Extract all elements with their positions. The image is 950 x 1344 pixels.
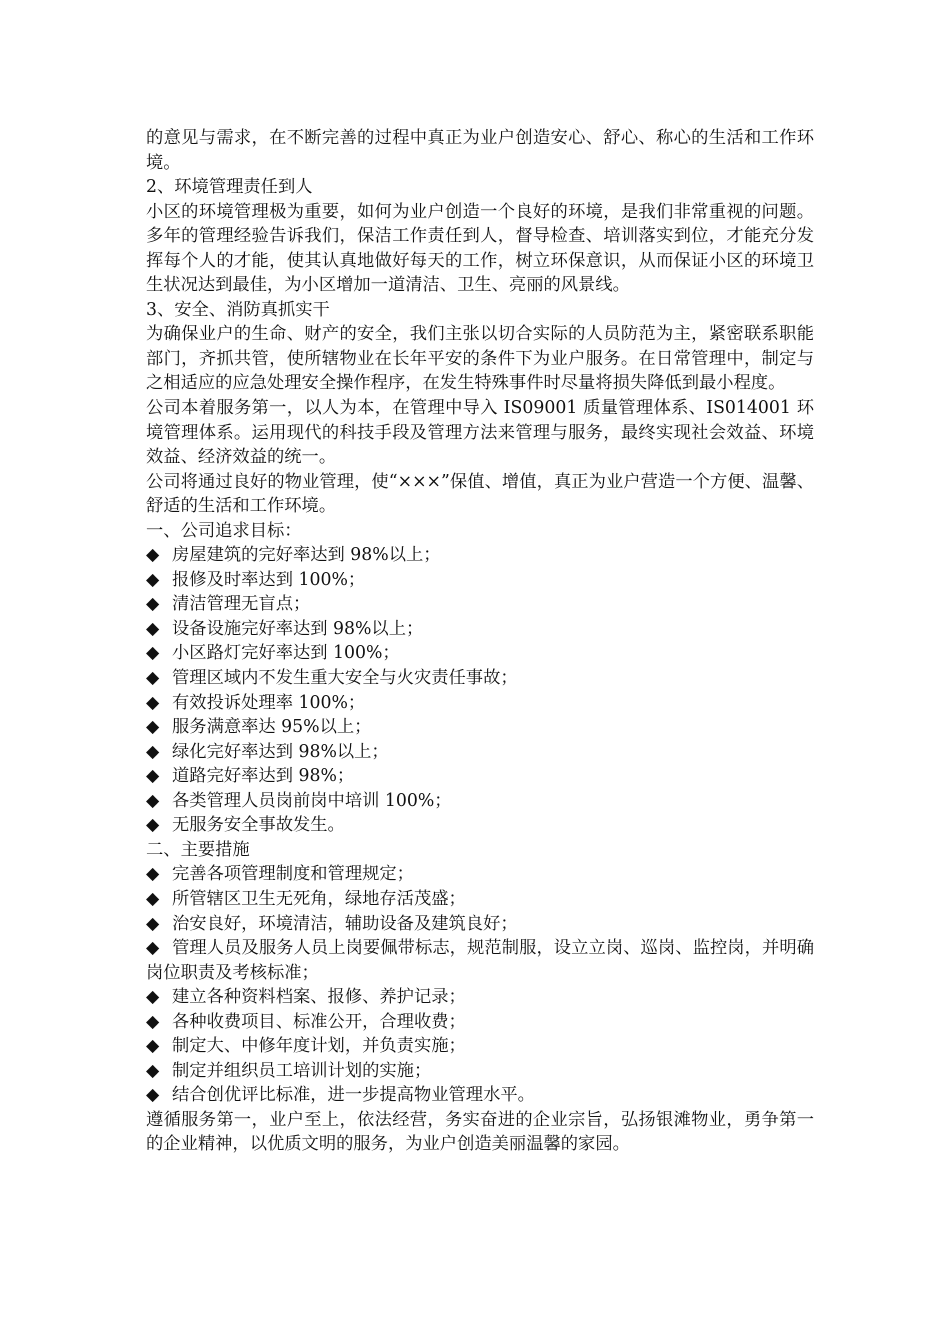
diamond-bullet-icon: ◆ bbox=[146, 938, 160, 959]
diamond-bullet-icon: ◆ bbox=[146, 569, 160, 590]
diamond-bullet-icon: ◆ bbox=[146, 1036, 160, 1057]
list-item: ◆ 治安良好，环境清洁，辅助设备及建筑良好； bbox=[146, 912, 814, 937]
paragraph-closing: 遵循服务第一，业户至上，依法经营，务实奋进的企业宗旨，弘扬银滩物业，勇争第一的企业精神，以优质文明的服务，为业户创造美丽温馨的家园。 bbox=[146, 1109, 814, 1155]
list-item: ◆ 无服务安全事故发生。 bbox=[146, 813, 814, 838]
list-item: ◆ 服务满意率达 95%以上； bbox=[146, 715, 814, 740]
list-item: ◆ 结合创优评比标准，进一步提高物业管理水平。 bbox=[146, 1083, 814, 1108]
list-item: ◆ 制定大、中修年度计划，并负责实施； bbox=[146, 1034, 814, 1059]
list-item: ◆ 清洁管理无盲点； bbox=[146, 592, 814, 617]
heading-targets: 一、公司追求目标： bbox=[146, 520, 302, 541]
paragraph-environment: 小区的环境管理极为重要，如何为业户创造一个良好的环境，是我们非常重视的问题。多年的管理经验告诉我们，保洁工作责任到人，督导检查、培训落实到位，才能充分发挥每个人的才能，使其认真地做好每天的工作，树立环保意识，从而保证小区的环境卫生状况达到最佳，为小区增加一道清洁、卫生、亮丽的风景线。 bbox=[146, 201, 814, 296]
diamond-bullet-icon: ◆ bbox=[146, 766, 160, 787]
diamond-bullet-icon: ◆ bbox=[146, 790, 160, 811]
list-item: ◆ 道路完好率达到 98%； bbox=[146, 764, 814, 789]
paragraph-intro-continued: 的意见与需求，在不断完善的过程中真正为业户创造安心、舒心、称心的生活和工作环境。 bbox=[146, 128, 814, 173]
heading-safety: 3、安全、消防真抓实干 bbox=[146, 299, 330, 320]
diamond-bullet-icon: ◆ bbox=[146, 815, 160, 836]
diamond-bullet-icon: ◆ bbox=[146, 1060, 160, 1081]
list-item: ◆ 各种收费项目、标准公开，合理收费； bbox=[146, 1010, 814, 1035]
diamond-bullet-icon: ◆ bbox=[146, 888, 160, 909]
document-page bbox=[146, 126, 814, 1157]
diamond-bullet-icon: ◆ bbox=[146, 987, 160, 1008]
diamond-bullet-icon: ◆ bbox=[146, 717, 160, 738]
list-item: ◆ 管理人员及服务人员上岗要佩带标志，规范制服，设立立岗、巡岗、监控岗，并明确岗位职责及考核标准； bbox=[146, 938, 814, 983]
list-item: ◆ 绿化完好率达到 98%以上； bbox=[146, 740, 814, 765]
list-item: ◆ 制定并组织员工培训计划的实施； bbox=[146, 1059, 814, 1084]
paragraph-iso: 公司本着服务第一，以人为本，在管理中导入 IS09001 质量管理体系、IS014001 环境管理体系。运用现代的科技手段及管理方法来管理与服务，最终实现社会效益、环境效益、经济效益的统一。 bbox=[146, 398, 814, 468]
list-item: ◆ 管理区域内不发生重大安全与火灾责任事故； bbox=[146, 666, 814, 691]
list-item: ◆ 设备设施完好率达到 98%以上； bbox=[146, 617, 814, 642]
diamond-bullet-icon: ◆ bbox=[146, 643, 160, 664]
paragraph-safety: 为确保业户的生命、财产的安全，我们主张以切合实际的人员防范为主，紧密联系职能部门，齐抓共管，使所辖物业在长年平安的条件下为业户服务。在日常管理中，制定与之相适应的应急处理安全操作程序，在发生特殊事件时尽量将损失降低到最小程度。 bbox=[146, 324, 814, 394]
targets-list bbox=[146, 543, 814, 838]
diamond-bullet-icon: ◆ bbox=[146, 864, 160, 885]
diamond-bullet-icon: ◆ bbox=[146, 692, 160, 713]
diamond-bullet-icon: ◆ bbox=[146, 1085, 160, 1106]
heading-environment: 2、环境管理责任到人 bbox=[146, 177, 313, 198]
list-item: ◆ 完善各项管理制度和管理规定； bbox=[146, 862, 814, 887]
list-item: ◆ 房屋建筑的完好率达到 98%以上； bbox=[146, 543, 814, 568]
diamond-bullet-icon: ◆ bbox=[146, 594, 160, 615]
list-item: ◆ 建立各种资料档案、报修、养护记录； bbox=[146, 985, 814, 1010]
list-item: ◆ 小区路灯完好率达到 100%； bbox=[146, 641, 814, 666]
list-item: ◆ 所管辖区卫生无死角，绿地存活茂盛； bbox=[146, 887, 814, 912]
diamond-bullet-icon: ◆ bbox=[146, 741, 160, 762]
diamond-bullet-icon: ◆ bbox=[146, 913, 160, 934]
list-item: ◆ 报修及时率达到 100%； bbox=[146, 568, 814, 593]
heading-measures: 二、主要措施 bbox=[146, 839, 250, 860]
diamond-bullet-icon: ◆ bbox=[146, 545, 160, 566]
diamond-bullet-icon: ◆ bbox=[146, 618, 160, 639]
diamond-bullet-icon: ◆ bbox=[146, 1011, 160, 1032]
diamond-bullet-icon: ◆ bbox=[146, 668, 160, 689]
measures-list bbox=[146, 862, 814, 1107]
list-item: ◆ 有效投诉处理率 100%； bbox=[146, 691, 814, 716]
paragraph-goal: 公司将通过良好的物业管理，使“×××”保值、增值，真正为业户营造一个方便、温馨、舒适的生活和工作环境。 bbox=[146, 471, 814, 517]
list-item: ◆ 各类管理人员岗前岗中培训 100%； bbox=[146, 789, 814, 814]
